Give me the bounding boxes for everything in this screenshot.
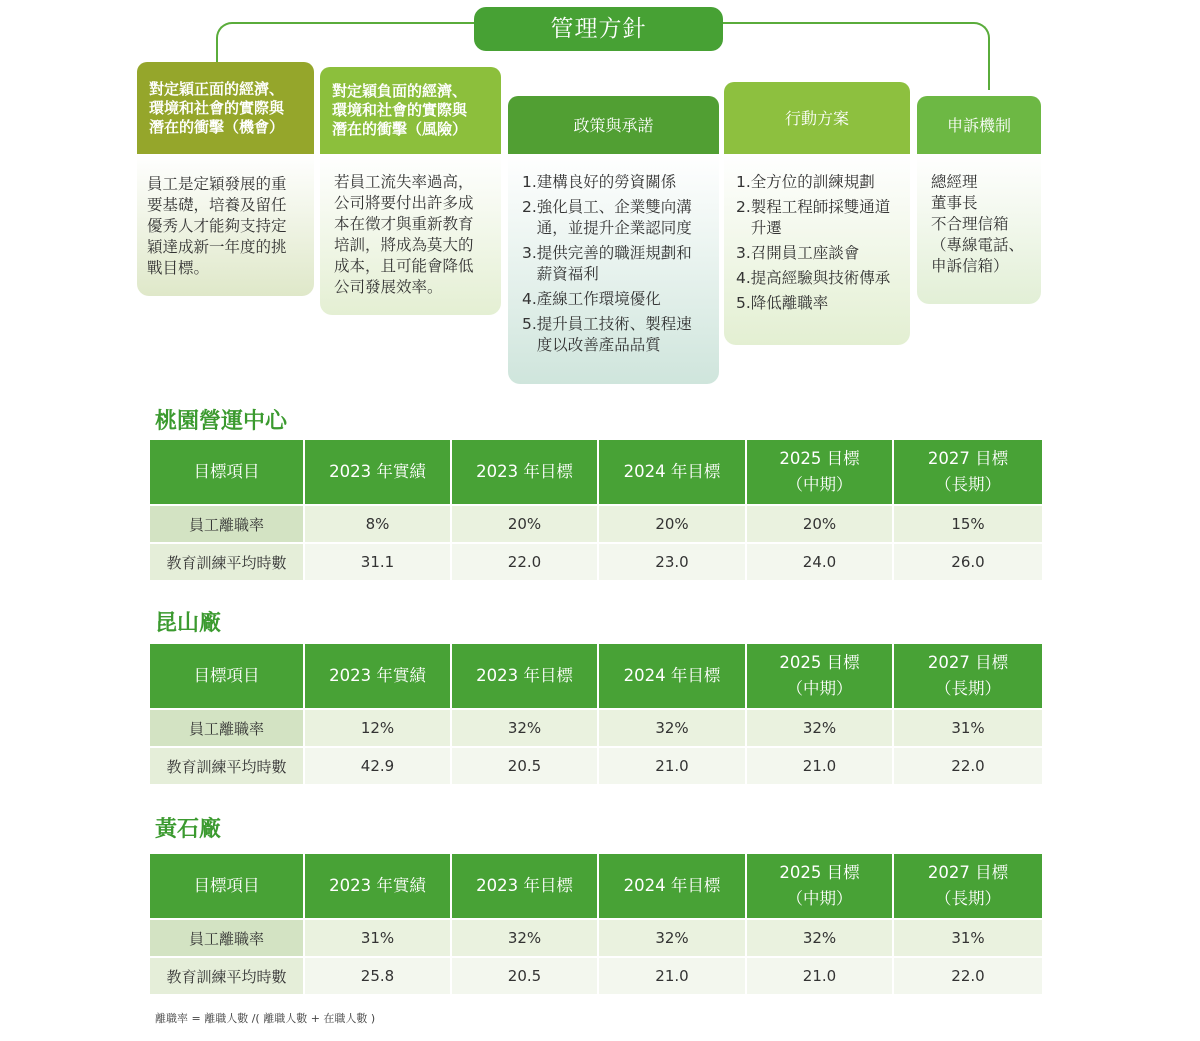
list-text: 建構良好的勞資關係 (536, 173, 677, 191)
list-text: 召開員工座談會 (750, 244, 860, 262)
column-text: 員工是定穎發展的重 要基礎，培養及留任 優秀人才能夠支持定 穎達成新一年度的挑 戰目標。 (147, 175, 287, 277)
column-header-policy (508, 96, 719, 154)
table-cell: 31.1 (305, 544, 452, 582)
header-cell: 2023 年實績 (305, 644, 452, 710)
header-cell: 目標項目 (150, 854, 305, 920)
table-cell: 12% (305, 710, 452, 748)
section-title-kunshan: 昆山廠 (155, 611, 222, 636)
table-cell: 26.0 (894, 544, 1042, 582)
list-item (522, 172, 711, 193)
list-number: 1. (736, 173, 751, 191)
grievance-line: 總經理 (931, 173, 978, 191)
table-cell: 31% (305, 920, 452, 958)
targets-table-kunshan (150, 644, 1042, 786)
table-header-row (150, 854, 1042, 920)
column-header-risk (320, 67, 501, 154)
table-header-row (150, 644, 1042, 710)
header-cell: 2023 年實績 (305, 440, 452, 506)
list-text: 提升員工技術、製程速 度以改善產品品質 (536, 315, 692, 354)
column-header-grievance (917, 96, 1041, 154)
table-cell: 21.0 (747, 748, 894, 786)
list-text: 全方位的訓練規劃 (750, 173, 875, 191)
row-label: 員工離職率 (150, 506, 305, 544)
list-item (736, 197, 906, 239)
list-number: 3. (736, 244, 751, 262)
table-cell: 8% (305, 506, 452, 544)
list-number: 5. (736, 294, 751, 312)
list-text: 強化員工、企業雙向溝 通，並提升企業認同度 (536, 198, 692, 237)
column-title: 行動方案 (784, 108, 849, 128)
table-cell: 32% (452, 920, 599, 958)
column-body-grievance (917, 154, 1041, 304)
list-number: 1. (522, 173, 537, 191)
row-label: 教育訓練平均時數 (150, 544, 305, 582)
list-text: 產線工作環境優化 (536, 290, 661, 308)
header-cell: 2024 年目標 (599, 644, 747, 710)
table-cell: 32% (747, 710, 894, 748)
column-body-policy (508, 154, 719, 384)
header-cell: 2025 目標 （中期） (747, 440, 894, 506)
table-row (150, 506, 1042, 544)
section-title-taoyuan: 桃園營運中心 (155, 409, 288, 434)
row-label: 員工離職率 (150, 710, 305, 748)
list-number: 2. (736, 198, 751, 216)
targets-table-huangshi (150, 854, 1042, 996)
footnote: 離職率 = 離職人數 /( 離職人數 + 在職人數 ) (155, 1012, 376, 1025)
table-cell: 22.0 (452, 544, 599, 582)
grievance-line: 申訴信箱） (931, 257, 1009, 275)
row-label: 教育訓練平均時數 (150, 748, 305, 786)
list-number: 4. (736, 269, 751, 287)
table-row (150, 710, 1042, 748)
header-cell: 目標項目 (150, 644, 305, 710)
column-title: 申訴機制 (946, 115, 1011, 135)
table-cell: 20.5 (452, 958, 599, 996)
column-text: 若員工流失率過高， 公司將要付出許多成 本在徵才與重新教育 培訓，將成為莫大的 成本，且可能會降低 公司發展效率。 (334, 173, 474, 296)
list-item (522, 289, 711, 310)
table-cell: 32% (599, 710, 747, 748)
header-cell: 目標項目 (150, 440, 305, 506)
table-cell: 32% (747, 920, 894, 958)
column-title: 對定穎負面的經濟、 環境和社會的實際與 潛在的衝擊（風險） (332, 82, 468, 138)
grievance-line: 董事長 (931, 194, 978, 212)
column-body-risk (320, 154, 501, 315)
list-item (736, 243, 906, 264)
list-item (736, 172, 906, 193)
list-text: 製程工程師採雙通道 升遷 (750, 198, 891, 237)
table-cell: 31% (894, 920, 1042, 958)
table-row (150, 748, 1042, 786)
column-body-opportunity (137, 154, 314, 296)
list-number: 4. (522, 290, 537, 308)
table-cell: 22.0 (894, 958, 1042, 996)
header-cell: 2025 目標 （中期） (747, 854, 894, 920)
table-cell: 23.0 (599, 544, 747, 582)
table-cell: 21.0 (747, 958, 894, 996)
list-number: 5. (522, 315, 537, 333)
table-header-row (150, 440, 1042, 506)
targets-table-taoyuan (150, 440, 1042, 582)
table-cell: 20.5 (452, 748, 599, 786)
column-body-action-plan (724, 154, 910, 345)
column-title: 政策與承諾 (573, 115, 654, 135)
header-cell: 2023 年目標 (452, 440, 599, 506)
list-item (522, 314, 711, 356)
grievance-line: （專線電話、 (931, 236, 1025, 254)
table-row (150, 544, 1042, 582)
table-cell: 21.0 (599, 958, 747, 996)
column-title: 對定穎正面的經濟、 環境和社會的實際與 潛在的衝擊（機會） (149, 79, 285, 136)
column-header-opportunity (137, 62, 314, 154)
header-cell: 2027 目標 （長期） (894, 854, 1042, 920)
table-cell: 32% (599, 920, 747, 958)
row-label: 教育訓練平均時數 (150, 958, 305, 996)
table-row (150, 958, 1042, 996)
list-text: 提高經驗與技術傳承 (750, 269, 891, 287)
list-item (522, 243, 711, 285)
table-cell: 15% (894, 506, 1042, 544)
header-cell: 2023 年目標 (452, 644, 599, 710)
header-cell: 2023 年實績 (305, 854, 452, 920)
table-cell: 20% (747, 506, 894, 544)
table-cell: 21.0 (599, 748, 747, 786)
table-cell: 20% (452, 506, 599, 544)
list-text: 降低離職率 (750, 294, 829, 312)
table-cell: 32% (452, 710, 599, 748)
list-item (736, 293, 906, 314)
header-cell: 2027 目標 （長期） (894, 644, 1042, 710)
table-cell: 20% (599, 506, 747, 544)
list-number: 3. (522, 244, 537, 262)
table-row (150, 920, 1042, 958)
grievance-line: 不合理信箱 (931, 215, 1009, 233)
list-item (522, 197, 711, 239)
column-header-action-plan (724, 82, 910, 154)
table-cell: 25.8 (305, 958, 452, 996)
table-cell: 22.0 (894, 748, 1042, 786)
header-cell: 2024 年目標 (599, 440, 747, 506)
list-text: 提供完善的職涯規劃和 薪資福利 (536, 244, 692, 283)
table-cell: 31% (894, 710, 1042, 748)
header-cell: 2023 年目標 (452, 854, 599, 920)
header-cell: 2027 目標 （長期） (894, 440, 1042, 506)
header-cell: 2025 目標 （中期） (747, 644, 894, 710)
list-number: 2. (522, 198, 537, 216)
table-cell: 24.0 (747, 544, 894, 582)
header-cell: 2024 年目標 (599, 854, 747, 920)
list-item (736, 268, 906, 289)
page-title: 管理方針 (474, 7, 723, 51)
section-title-huangshi: 黃石廠 (155, 817, 222, 842)
row-label: 員工離職率 (150, 920, 305, 958)
table-cell: 42.9 (305, 748, 452, 786)
